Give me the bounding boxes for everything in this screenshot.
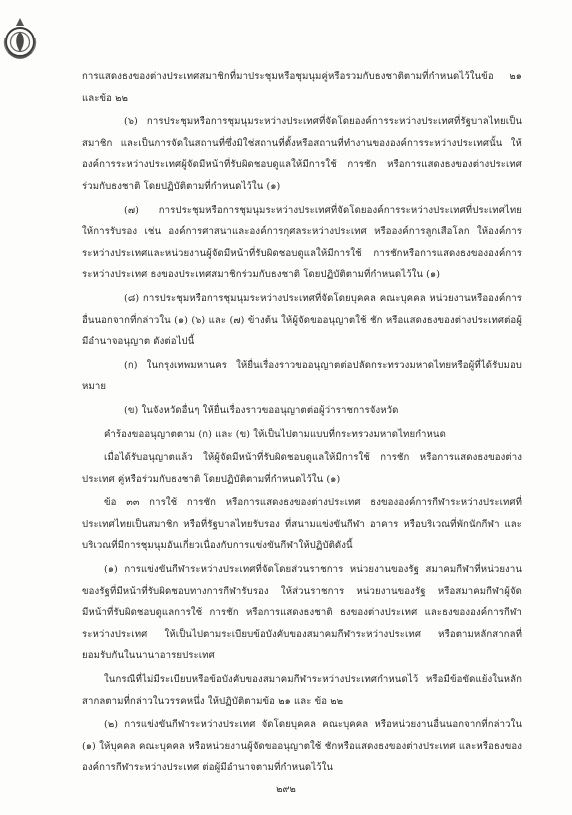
- paragraph-4: (๘) การประชุมหรือการชุมนุมระหว่างประเทศที่จัดโดยบุคคล คณะบุคคล หน่วยงานหรือองค์การอื่นนอกจากที่กล่าวใน (๑) (๖) และ (๗) ข้างต้น ให้ผู้จัดขออนุญาตใช้ ชัก หรือแสดงธงของต่างประเทศต่อผู้มีอำนาจอนุญาต ดังต่อไปนี้: [82, 292, 522, 348]
- thai-royal-emblem-icon: [2, 16, 38, 66]
- paragraph-7: คำร้องขออนุญาตตาม (ก) และ (ข) ให้เป็นไปตามแบบที่กระทรวงมหาดไทยกำหนด: [104, 428, 446, 440]
- document-body: [82, 66, 526, 781]
- paragraph-5: (ก) ในกรุงเทพมหานคร ให้ยื่นเรื่องราวขออนุญาตต่อปลัดกระทรวงมหาดไทยหรือผู้ที่ได้รับมอบหมาย: [82, 359, 522, 393]
- paragraph-11: ในกรณีที่ไม่มีระเบียบหรือข้อบังคับของสมาคมกีฬาระหว่างประเทศกำหนดไว้ หรือมีข้อขัดแย้งในหลักสากลตามที่กล่าวในวรรคหนึ่ง ให้ปฏิบัติตามข้อ ๒๑ และ ข้อ ๒๒: [82, 674, 522, 707]
- paragraph-10: (๑) การแข่งขันกีฬาระหว่างประเทศที่จัดโดยส่วนราชการ หน่วยงานของรัฐ สมาคมกีฬาที่หน่วยงานของรัฐที่มีหน้าที่รับผิดชอบทางการกีฬารับรอง ให้ส่วนราชการ หน่วยงานของรัฐ หรือสมาคมกีฬาผู้จัด มีหน้าที่รับผิดชอบดูแลการใช้ การชัก หรือการแสดงธงชาติ ธงของต่างประเทศ และธงขององค์การกีฬาระหว่างประเทศ ให้เป็นไปตามระเบียบข้อบังคับของสมาคมกีฬาระหว่างประเทศ หรือตามหลักสากลที่ยอมรับกันในนานาอารยประเทศ: [82, 564, 526, 662]
- paragraph-12: (๒) การแข่งขันกีฬาระหว่างประเทศ จัดโดยบุคคล คณะบุคคล หรือหน่วยงานอื่นนอกจากที่กล่าวใน (๑) ให้บุคคล คณะบุคคล หรือหน่วยงานผู้จัดขออนุญาตใช้ ชักหรือแสดงธงของต่างประเทศ และหรือธงขององค์การกีฬาระหว่างประเทศ ต่อผู้มีอำนาจตามที่กำหนดไว้ใน: [82, 719, 526, 774]
- paragraph-8: เมื่อได้รับอนุญาตแล้ว ให้ผู้จัดมีหน้าที่รับผิดชอบดูแลให้มีการใช้ การชัก หรือการแสดงธงของต่างประเทศ คู่หรือร่วมกับธงชาติ โดยปฏิบัติตามที่กำหนดไว้ใน (๑): [82, 452, 522, 485]
- paragraph-6: (ข) ในจังหวัดอื่นๆ ให้ยื่นเรื่องราวขออนุญาตต่อผู้ว่าราชการจังหวัด: [124, 404, 399, 416]
- paragraph-2: (๖) การประชุมหรือการชุมนุมระหว่างประเทศที่จัดโดยองค์การระหว่างประเทศที่รัฐบาลไทยเป็นสมาชิก และเป็นการจัดในสถานที่ซึ่งมิใช่สถานที่ตั้งหรือสถานที่ทำงานขององค์การระหว่างประเทศนั้น ให้องค์การระหว่างประเทศผู้จัดมีหน้าที่รับผิดชอบดูแลให้มีการใช้ การชัก หรือการแสดงธงของต่างประเทศร่วมกับธงชาติ โดยปฏิบัติตามที่กำหนดไว้ใน (๑): [82, 116, 522, 192]
- paragraph-9: ข้อ ๓๓ การใช้ การชัก หรือการแสดงธงของต่างประเทศ ธงขององค์การกีฬาระหว่างประเทศที่ประเทศไทยเป็นสมาชิก หรือที่รัฐบาลไทยรับรอง ที่สนามแข่งขันกีฬา อาคาร หรือบริเวณที่พักนักกีฬา และบริเวณที่มีการชุมนุมอันเกี่ยวเนื่องกับการแข่งขันกีฬาให้ปฏิบัติดังนี้: [82, 497, 522, 552]
- paragraph-1: การแสดงธงของต่างประเทศสมาชิกที่มาประชุมหรือชุมนุมคู่หรือรวมกับธงชาติตามที่กำหนดไว้ในข้อ ๒๑ และข้อ ๒๒: [82, 71, 526, 104]
- paragraph-3: (๗) การประชุมหรือการชุมนุมระหว่างประเทศที่จัดโดยองค์การระหว่างประเทศที่ประเทศไทยให้การรับรอง เช่น องค์การศาสนาและองค์การกุศลระหว่างประเทศ หรือองค์การลูกเสือโลก ให้องค์การระหว่างประเทศและหน่วยงานผู้จัดมีหน้าที่รับผิดชอบดูแลให้มีการใช้ การชักหรือการแสดงธงขององค์การระหว่างประเทศ ธงของประเทศสมาชิกร่วมกับธงชาติ โดยปฏิบัติตามที่กำหนดไว้ใน (๑): [82, 204, 522, 281]
- page-number: ๒๙๒: [276, 784, 296, 795]
